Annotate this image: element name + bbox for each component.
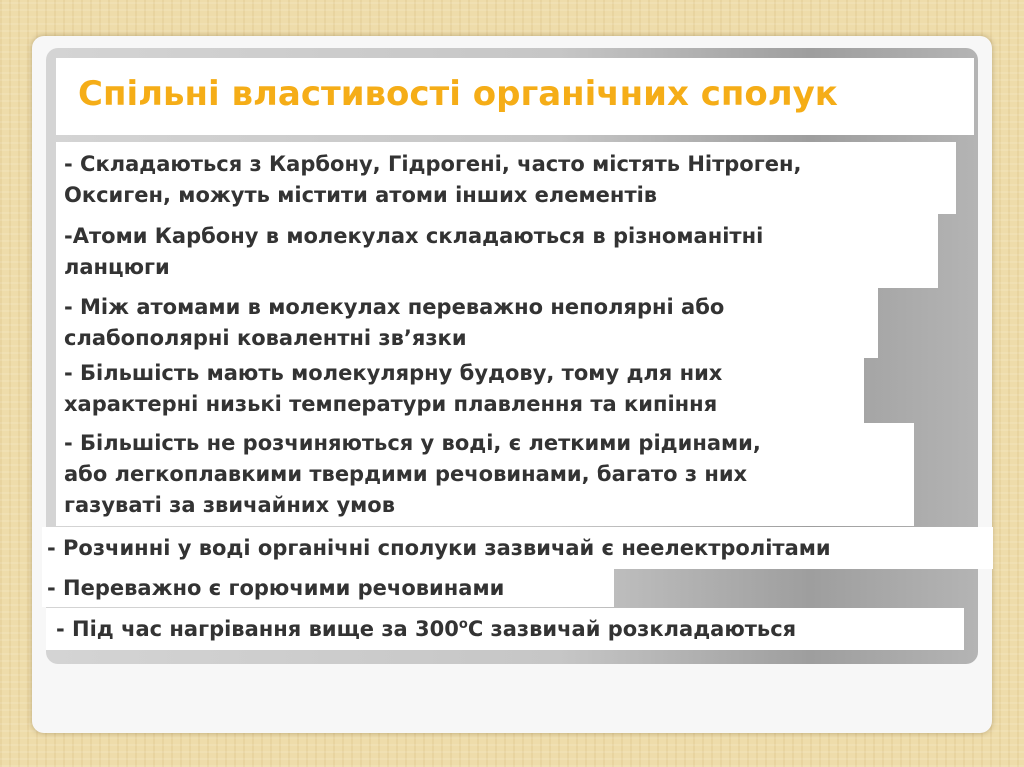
- bullet-6-line-1: - Розчинні у воді органічні сполуки зазвичай є неелектролітами: [47, 536, 831, 560]
- bullet-5-line-2: або легкоплавкими твердими речовинами, багато з них: [64, 462, 748, 486]
- bullet-3-line-1: - Між атомами в молекулах переважно неполярні або: [64, 295, 725, 319]
- bullet-8-line-1: [56, 614, 796, 645]
- slide-title: Спільні властивості органічних сполук: [78, 74, 838, 114]
- bullet-7-line-1: - Переважно є горючими речовинами: [47, 576, 505, 600]
- degree-superscript: о: [458, 617, 468, 632]
- bullet-1-line-2: Оксиген, можуть містити атоми інших елементів: [64, 183, 658, 207]
- bullet-4-line-1: - Більшість мають молекулярну будову, тому для них: [64, 361, 723, 385]
- bullet-2-line-2: ланцюги: [64, 255, 170, 279]
- bullet-2-line-1: -Атоми Карбону в молекулах складаються в різноманітні: [64, 224, 764, 248]
- bullet-8-text-end: С зазвичай розкладаються: [467, 617, 797, 641]
- bullet-1-line-1: - Складаються з Карбону, Гідрогені, часто містять Нітроген,: [64, 152, 802, 176]
- bullet-4-line-2: характерні низькі температури плавлення та кипіння: [64, 392, 718, 416]
- bullet-3-line-2: слабополярні ковалентні зв’язки: [64, 326, 467, 350]
- bullet-5-line-3: газуваті за звичайних умов: [64, 493, 396, 517]
- bullet-5-line-1: - Більшість не розчиняються у воді, є леткими рідинами,: [64, 431, 761, 455]
- bullet-8-text-start: - Під час нагрівання вище за 300: [56, 617, 459, 641]
